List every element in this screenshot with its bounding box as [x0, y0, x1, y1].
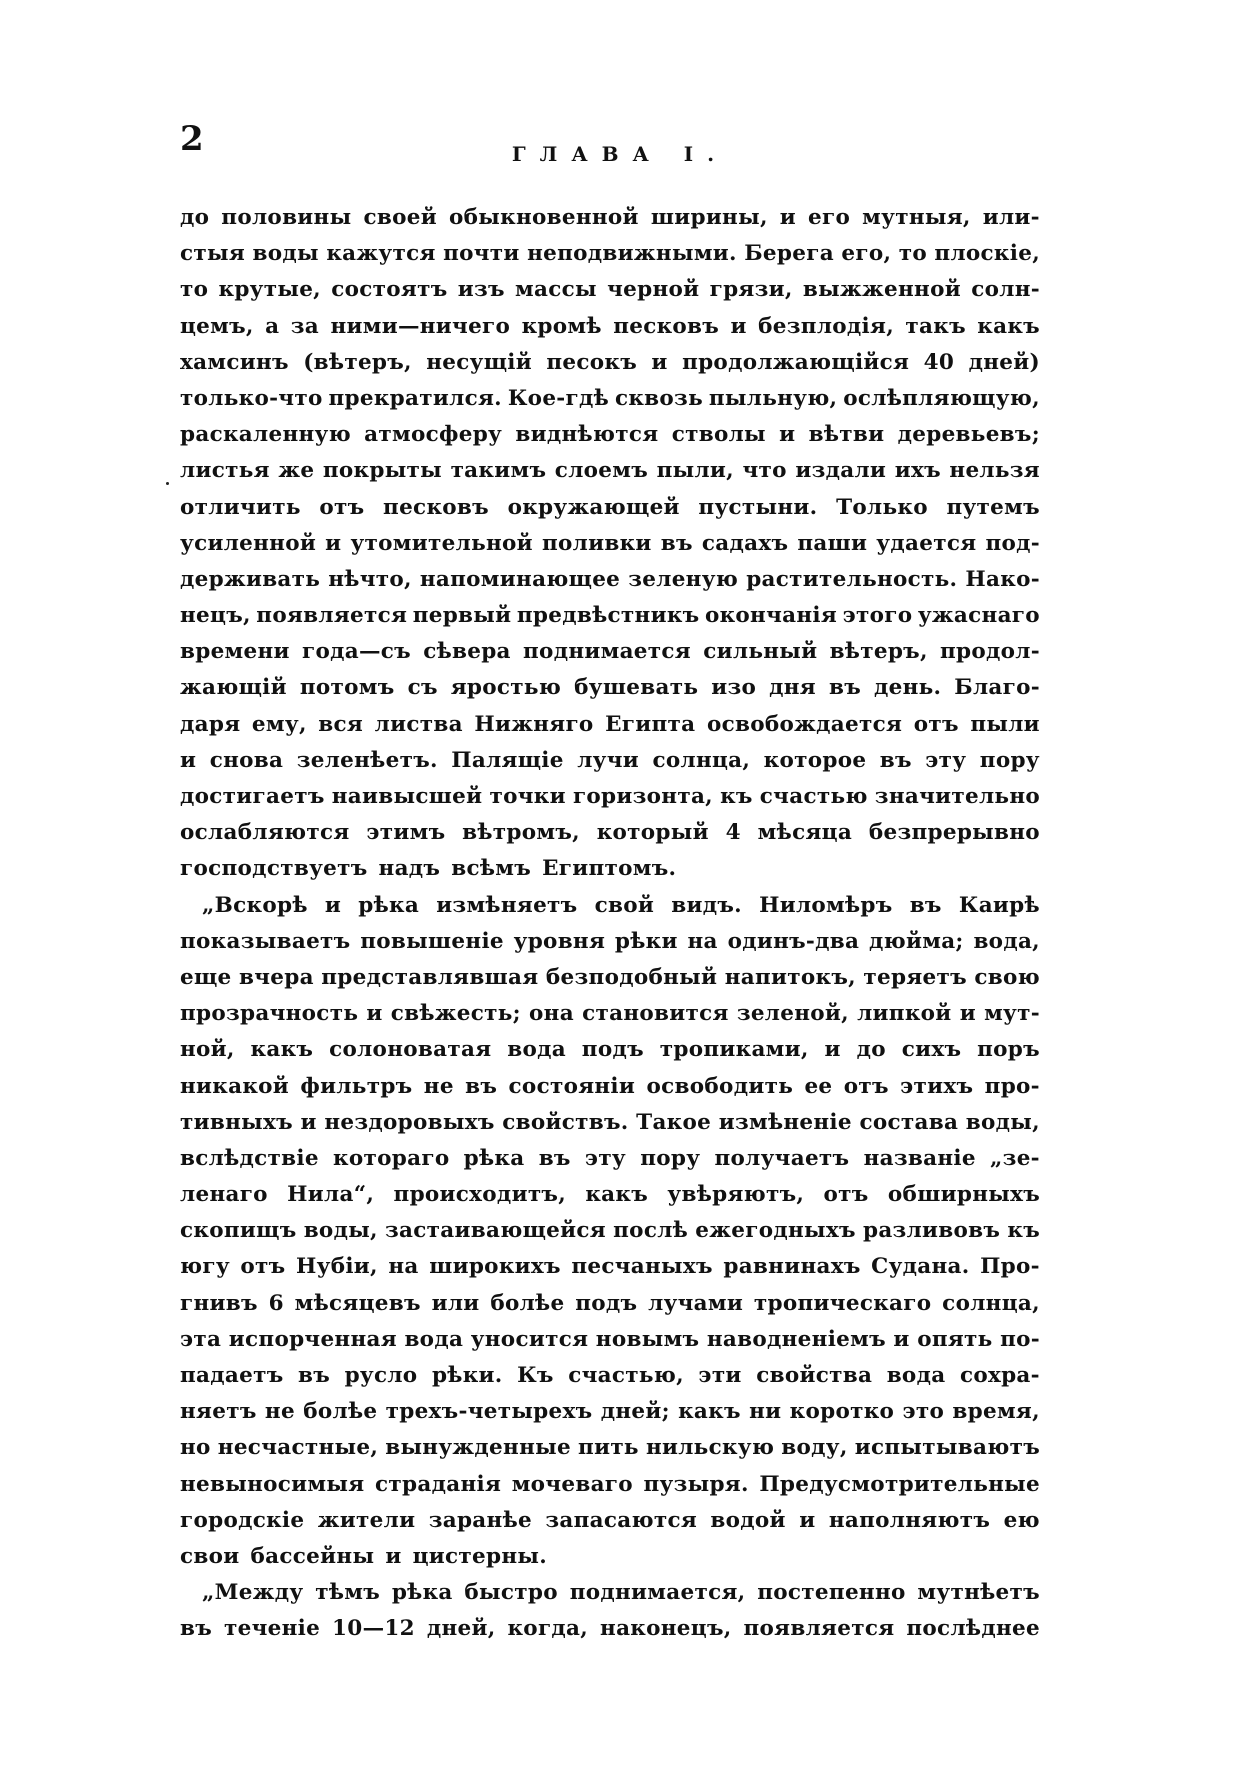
text-line: и снова зеленѣетъ. Палящіе лучи солнца, которое въ эту пору: [180, 747, 1040, 773]
text-line: тивныхъ и нездоровыхъ свойствъ. Такое измѣненіе состава воды,: [180, 1109, 1040, 1135]
text-line: листья же покрыты такимъ слоемъ пыли, что издали ихъ нельзя: [180, 458, 1040, 484]
text-line: хамсинъ (вѣтеръ, несущій песокъ и продолжающійся 40 дней): [180, 349, 1040, 375]
text-line: только-что прекратился. Кое-гдѣ сквозь пыльную, ослѣпляющую,: [180, 385, 1040, 411]
text-line: раскаленную атмосферу виднѣются стволы и вѣтви деревьевъ;: [180, 422, 1040, 448]
text-line: показываетъ повышеніе уровня рѣки на одинъ-два дюйма; вода,: [180, 928, 1040, 954]
text-line: гнивъ 6 мѣсяцевъ или болѣе подъ лучами тропическаго солнца,: [180, 1290, 1040, 1316]
ink-speck: [166, 482, 169, 485]
running-head: ГЛАВА I.: [511, 142, 729, 166]
body-text: [180, 200, 1040, 1648]
text-line: свои бассейны и цистерны.: [180, 1543, 547, 1569]
text-line: времени года—съ сѣвера поднимается сильный вѣтеръ, продол-: [180, 639, 1040, 665]
text-line: усиленной и утомительной поливки въ садахъ паши удается под-: [180, 530, 1040, 556]
text-line: „Вскорѣ и рѣка измѣняетъ свой видъ. Ниломѣръ въ Каирѣ: [202, 892, 1040, 918]
text-line: падаетъ въ русло рѣки. Къ счастью, эти свойства вода сохра-: [180, 1363, 1040, 1388]
text-line: невыносимыя страданія мочеваго пузыря. Предусмотрительные: [180, 1471, 1040, 1497]
text-line: до половины своей обыкновенной ширины, и его мутныя, или-: [180, 205, 1040, 230]
text-line: держивать нѣчто, напоминающее зеленую растительность. Нако-: [180, 566, 1040, 592]
text-line: никакой фильтръ не въ состояніи освободить ее отъ этихъ про-: [180, 1073, 1040, 1099]
text-line: городскіе жители заранѣе запасаются водой и наполняютъ ею: [180, 1507, 1040, 1533]
text-line: еще вчера представлявшая безподобный напитокъ, теряетъ свою: [180, 964, 1040, 990]
text-line: даря ему, вся листва Нижняго Египта освобождается отъ пыли: [180, 711, 1040, 737]
text-line: господствуетъ надъ всѣмъ Египтомъ.: [180, 856, 677, 882]
text-line: ослабляются этимъ вѣтромъ, который 4 мѣсяца безпрерывно: [180, 820, 1040, 846]
text-line: въ теченіе 10—12 дней, когда, наконецъ, появляется послѣднее: [180, 1616, 1040, 1642]
text-line: „Между тѣмъ рѣка быстро поднимается, постепенно мутнѣетъ: [202, 1580, 1040, 1606]
text-line: отличить отъ песковъ окружающей пустыни. Только путемъ: [180, 494, 1040, 520]
text-line: цемъ, а за ними—ничего кромѣ песковъ и безплодія, такъ какъ: [180, 313, 1040, 339]
text-line: вслѣдствіе котораго рѣка въ эту пору получаетъ названіе „зе-: [180, 1145, 1040, 1171]
text-line: скопищъ воды, застаивающейся послѣ ежегодныхъ разливовъ къ: [180, 1218, 1040, 1244]
text-line: ленаго Нила“, происходитъ, какъ увѣряютъ, отъ обширныхъ: [180, 1182, 1040, 1208]
text-line: югу отъ Нубіи, на широкихъ песчаныхъ равнинахъ Судана. Про-: [180, 1254, 1040, 1280]
page-number: 2: [180, 119, 204, 159]
text-line: но несчастные, вынужденные пить нильскую воду, испытываютъ: [180, 1435, 1040, 1461]
text-line: няетъ не болѣе трехъ-четырехъ дней; какъ ни коротко это время,: [180, 1399, 1040, 1425]
text-line: жающій потомъ съ яростью бушевать изо дня въ день. Благо-: [180, 675, 1040, 701]
text-line: то крутые, состоятъ изъ массы черной грязи, выжженной солн-: [180, 277, 1040, 303]
text-line: стыя воды кажутся почти неподвижными. Берега его, то плоскіе,: [180, 241, 1040, 267]
text-line: нецъ, появляется первый предвѣстникъ окончанія этого ужаснаго: [180, 603, 1040, 629]
text-line: прозрачность и свѣжесть; она становится зеленой, липкой и мут-: [180, 1001, 1040, 1027]
text-line: ной, какъ солоноватая вода подъ тропиками, и до сихъ поръ: [180, 1037, 1040, 1063]
text-line: эта испорченная вода уносится новымъ наводненіемъ и опять по-: [180, 1326, 1040, 1352]
text-line: достигаетъ наивысшей точки горизонта, къ счастью значительно: [180, 784, 1040, 809]
